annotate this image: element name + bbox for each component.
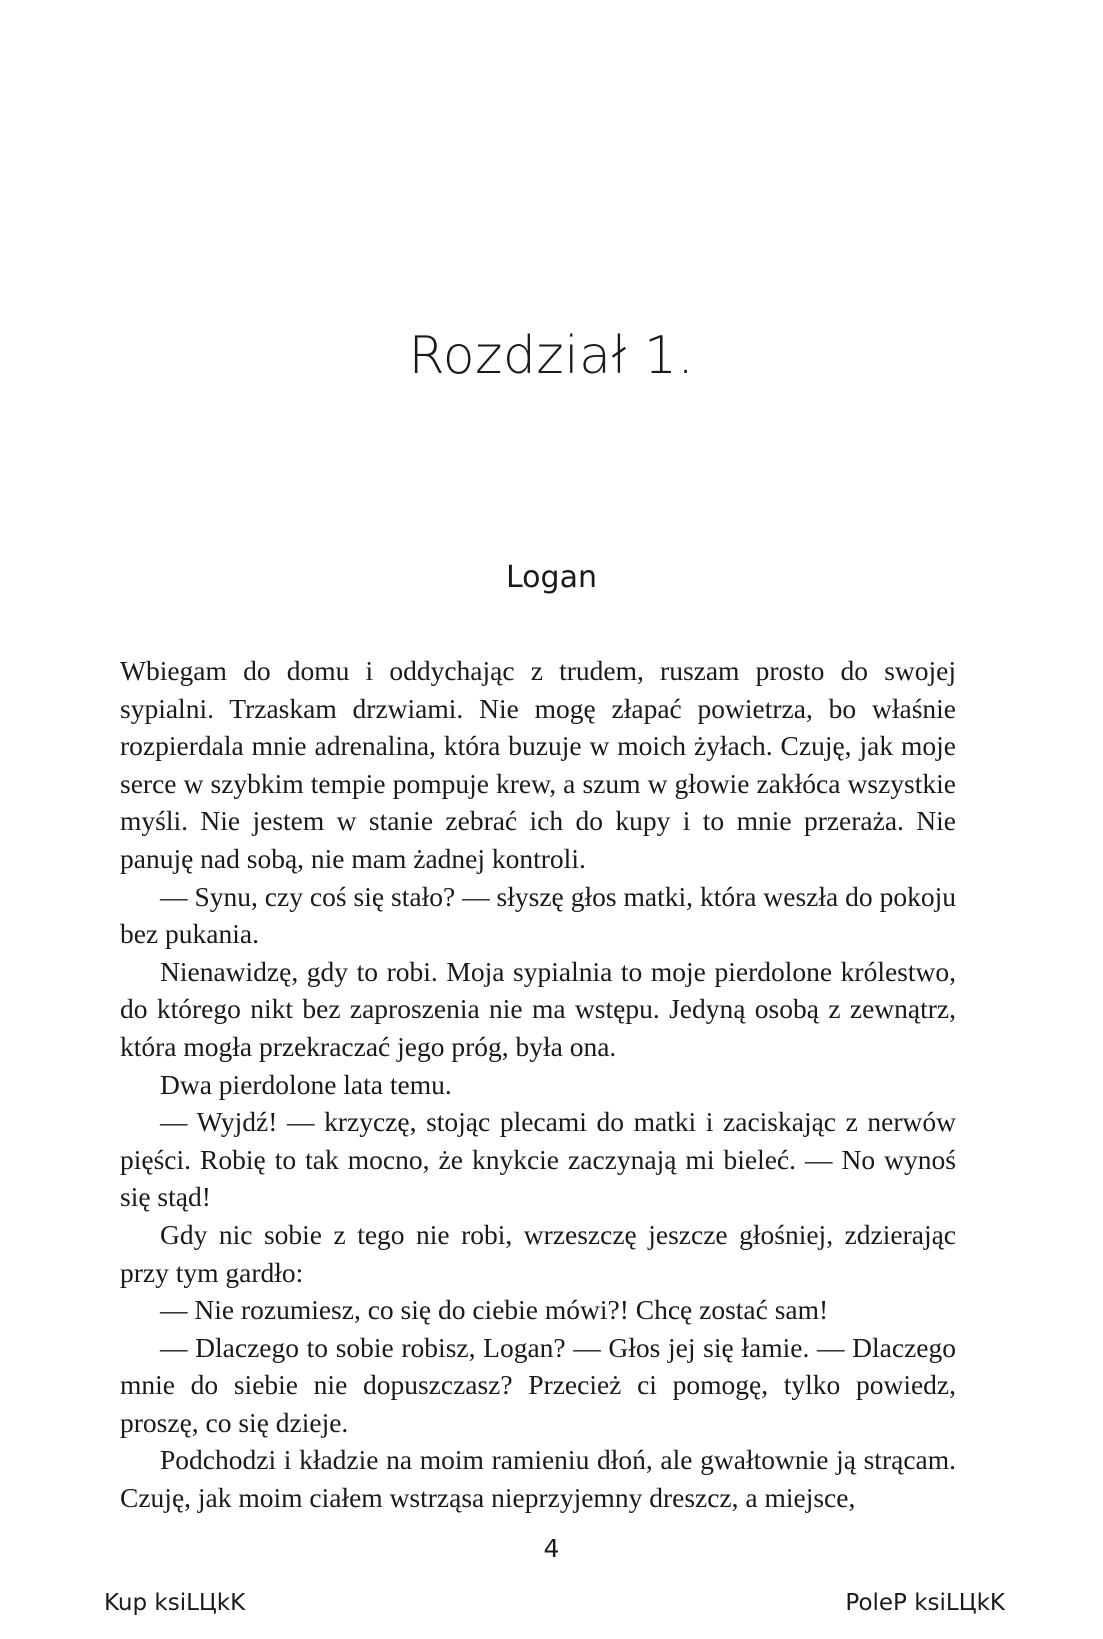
paragraph: Gdy nic sobie z tego nie robi, wrzeszczę jeszcze głośniej, zdzierając przy tym gardło: <box>120 1218 956 1288</box>
pov-character-name: Logan <box>506 560 597 595</box>
paragraph: Nienawidzę, gdy to robi. Moja sypialnia to moje pierdolone królestwo, do którego nikt bez zaproszenia nie ma wstępu. Jedyną osobą z zewnątrz, która mogła przekraczać jego próg, była ona. <box>120 955 956 1062</box>
paragraph: Dwa pierdolone lata temu. <box>160 1068 452 1100</box>
recommend-book-link[interactable]: PoleP ksiLЦkK <box>845 1590 1005 1616</box>
page-number: 4 <box>543 1534 560 1563</box>
paragraph: — Synu, czy coś się stało? — słyszę głos matki, która weszła do pokoju bez pukania. <box>120 880 956 950</box>
chapter-title: Rozdział 1. <box>408 326 695 386</box>
paragraph: — Nie rozumiesz, co się do ciebie mówi?! Chcę zostać sam! <box>160 1294 829 1326</box>
buy-book-link[interactable]: Kup ksiLЦkK <box>104 1590 246 1616</box>
paragraph: Podchodzi i kładzie na moim ramieniu dłoń, ale gwałtownie ją strącam. Czuję, jak moim ciałem wstrząsa nieprzyjemny dreszcz, a miejsce, <box>120 1444 956 1514</box>
paragraph: — Wyjdź! — krzyczę, stojąc plecami do matki i zaciskając z nerwów pięści. Robię to tak mocno, że knykcie zaczynają mi bieleć. — No wynoś się stąd! <box>120 1106 956 1213</box>
body-text <box>120 652 956 1517</box>
paragraph: Wbiegam do domu i oddychając z trudem, ruszam prosto do swojej sypialni. Trzaskam drzwiami. Nie mogę złapać powietrza, bo właśnie rozpierdala mnie adrenalina, która buzuje w moich żyłach. Czuję, jak moje serce w szybkim tempie pompuje krew, a szum w głowie zakłóca wszystkie myśli. Nie jestem w stanie zebrać ich do kupy i to mnie przeraża. Nie panuję nad sobą, nie mam żadnej kontroli. <box>120 655 956 874</box>
paragraph: — Dlaczego to sobie robisz, Logan? — Głos jej się łamie. — Dlaczego mnie do siebie nie dopuszczasz? Przecież ci pomogę, tylko powiedz, proszę, co się dzieje. <box>120 1331 956 1438</box>
